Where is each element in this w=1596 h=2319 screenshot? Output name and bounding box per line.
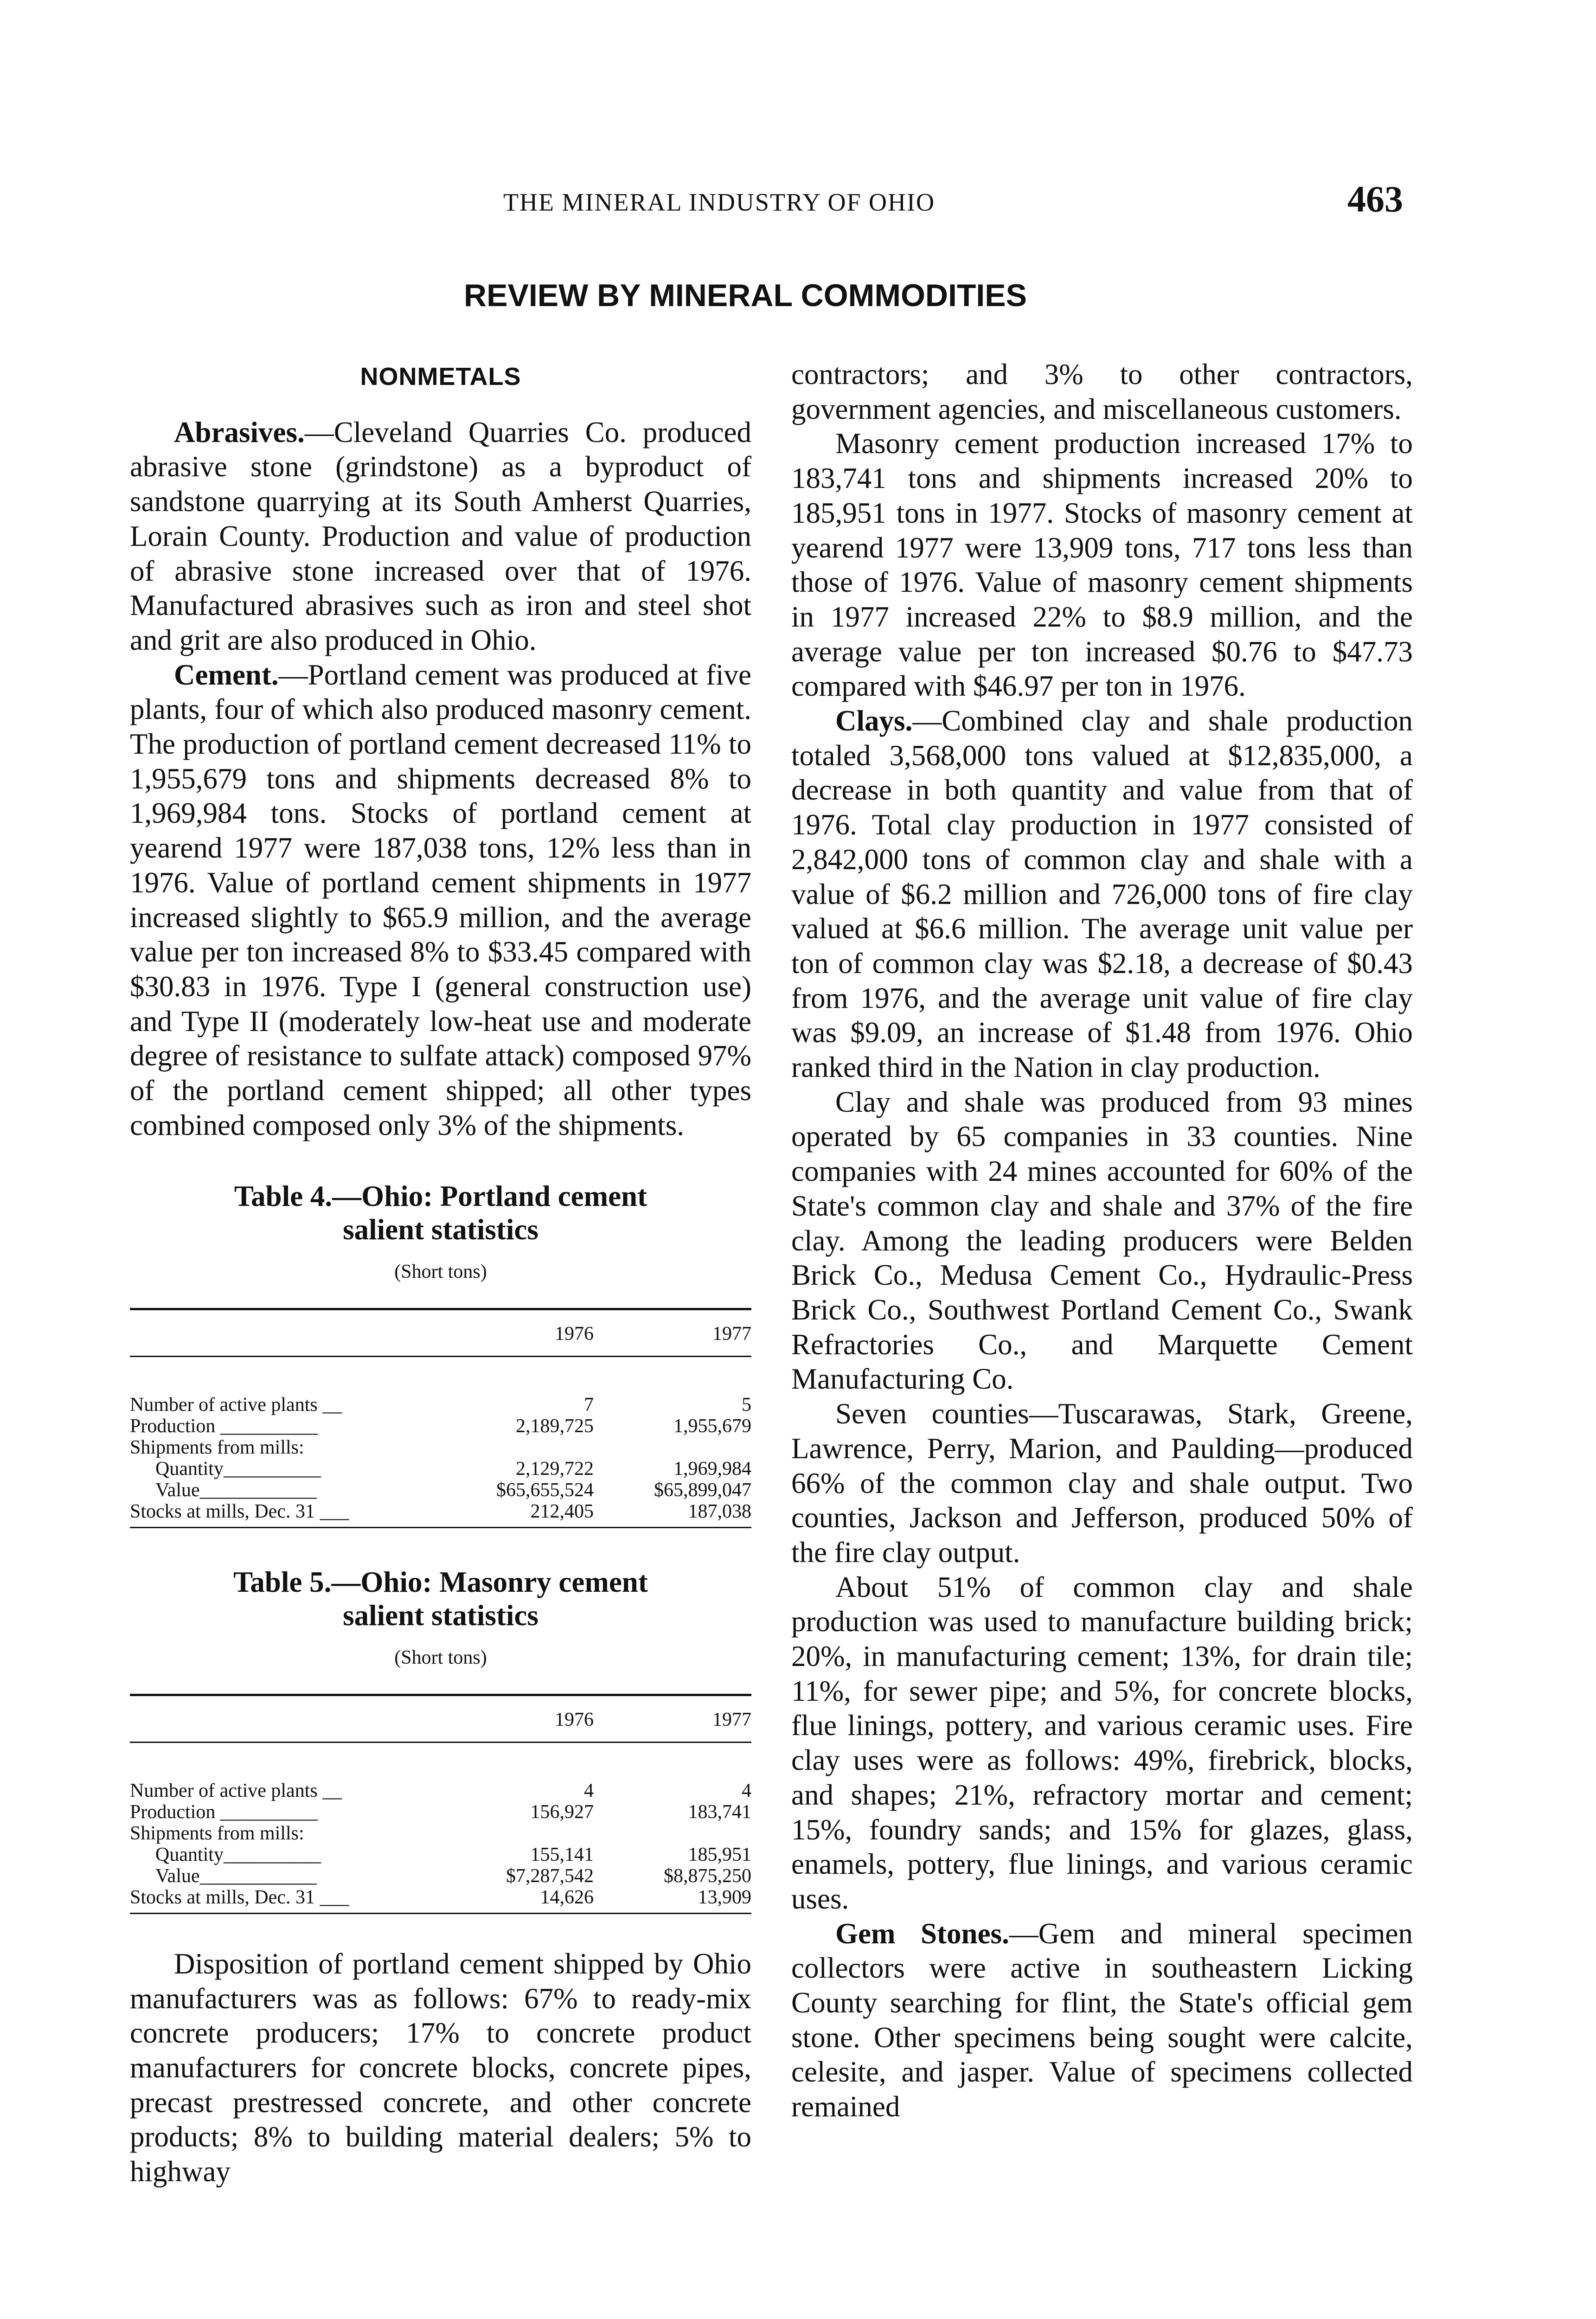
cell-1977: 1,955,679 (673, 1416, 751, 1437)
table-4-unit: (Short tons) (394, 1261, 487, 1283)
clay-mines-paragraph: Clay and shale was produced from 93 mines operated by 65 companies in 33 counties. Nine companies with 24 mines accounted for 60% of the State's common clay and shale and 37% of the fire clay. Among the leading producers were Belden Brick Co., Medusa Cement Co., Hydraulic-Press Brick Co., Southwest Portland Cement Co., Swank Refractories Co., and Marquette Cement Manufacturing Co. (791, 1085, 1413, 1396)
gem-stones-lead: Gem Stones. (835, 1917, 1009, 1950)
cell-1976: 2,189,725 (516, 1416, 594, 1437)
table-4-corner (130, 1309, 445, 1357)
cell-1976: 156,927 (530, 1801, 594, 1823)
table-5 (130, 1565, 751, 1914)
cell-1976: $7,287,542 (506, 1865, 594, 1887)
table-row (130, 1887, 751, 1914)
abrasives-paragraph (130, 415, 751, 658)
cell-1976: 155,141 (530, 1844, 594, 1865)
cement-paragraph (130, 658, 751, 1143)
table-row (130, 1480, 751, 1501)
table-5-col-1976: 1976 (445, 1695, 594, 1742)
cell-1976: 7 (584, 1394, 594, 1416)
table-5-corner (130, 1695, 445, 1742)
table-4 (130, 1179, 751, 1528)
row-label: Value____________ (155, 1865, 317, 1887)
running-head: THE MINERAL INDUSTRY OF OHIO (503, 188, 935, 216)
cell-1976: $65,655,524 (496, 1480, 594, 1501)
row-label: Stocks at mills, Dec. 31 ___ (130, 1501, 445, 1528)
section-title: REVIEW BY MINERAL COMMODITIES (464, 278, 1027, 313)
table-row (130, 1742, 751, 1801)
row-label: Shipments from mills: (130, 1822, 304, 1844)
nonmetals-subhead: NONMETALS (360, 363, 521, 391)
cell-1977: $65,899,047 (654, 1480, 751, 1501)
table-5-col-1977: 1977 (594, 1695, 751, 1742)
cell-1976: 4 (584, 1780, 594, 1801)
table-row (130, 1801, 751, 1823)
table-row (130, 1416, 751, 1437)
row-label: Production __________ (130, 1801, 318, 1823)
cell-1977: 1,969,984 (673, 1458, 751, 1480)
cell-1976: 2,129,722 (516, 1458, 594, 1480)
continuation-paragraph: contractors; and 3% to other contractors, government agencies, and miscellaneous customers. (791, 358, 1413, 425)
left-column (130, 352, 751, 2189)
cell-1976 (445, 1437, 594, 1458)
row-label: Quantity__________ (155, 1458, 321, 1480)
table-5-unit: (Short tons) (394, 1647, 487, 1669)
table-4-col-1977: 1977 (594, 1309, 751, 1357)
row-label: Number of active plants __ (130, 1780, 342, 1801)
row-label: Number of active plants __ (130, 1394, 342, 1416)
cell-1977 (594, 1823, 751, 1844)
table-4-grid (130, 1308, 751, 1528)
table-row (130, 1865, 751, 1887)
cell-1977: 183,741 (688, 1801, 751, 1823)
uses-paragraph: About 51% of common clay and shale production was used to manufacture building brick; 20%, in manufacturing cement; 13%, for drain tile; 11%, for sewer pipe; and 5%, for concrete blocks, flue linings, pottery, and various ceramic uses. Fire clay uses were as follows: 49%, firebrick, blocks, and shapes; 21%, refractory mortar and cement; 15%, foundry sands; and 15% for glazes, glass, enamels, pottery, flue linings, and various ceramic uses. (791, 1570, 1413, 1915)
table-4-title: Table 4.—Ohio: Portland cement salient statistics (234, 1180, 647, 1246)
abrasives-text: —Cleveland Quarries Co. produced abrasive stone (grindstone) as a byproduct of sandstone quarrying at its South Amherst Quarries, Lorain County. Production and value of production of abrasive stone increased over that of 1976. Manufactured abrasives such as iron and steel shot and grit are also produced in Ohio. (130, 416, 751, 656)
gem-stones-text: —Gem and mineral specimen collectors were active in southeastern Licking County searching for flint, the State's official gem stone. Other specimens being sought were calcite, celesite, and jasper. Value of specimens collected remained (791, 1917, 1413, 2123)
cell-1976: 212,405 (445, 1501, 594, 1528)
table-row (130, 1437, 751, 1458)
table-row (130, 1823, 751, 1844)
cell-1977: 13,909 (594, 1887, 751, 1914)
cell-1977: 5 (742, 1394, 751, 1416)
table-5-title: Table 5.—Ohio: Masonry cement salient statistics (233, 1566, 648, 1632)
abrasives-lead: Abrasives. (174, 416, 305, 448)
row-label: Shipments from mills: (130, 1437, 304, 1459)
table-row (130, 1501, 751, 1528)
page-number: 463 (1347, 179, 1403, 220)
table-row (130, 1844, 751, 1865)
gem-stones-paragraph (791, 1916, 1413, 2124)
cement-lead: Cement. (174, 658, 279, 691)
counties-paragraph: Seven counties—Tuscarawas, Stark, Greene, Lawrence, Perry, Marion, and Paulding—produced 66% of the common clay and shale output. Two counties, Jackson and Jefferson, produced 50% of the fire clay output. (791, 1397, 1413, 1569)
table-row (130, 1458, 751, 1480)
table-5-grid (130, 1694, 751, 1914)
cell-1976 (445, 1823, 594, 1844)
masonry-paragraph: Masonry cement production increased 17% to 183,741 tons and shipments increased 20% to 185,951 tons in 1977. Stocks of masonry cement at yearend 1977 were 13,909 tons, 717 tons less than those of 1976. Value of masonry cement shipments in 1977 increased 22% to $8.9 million, and the average value per ton increased $0.76 to $47.73 compared with $46.97 per ton in 1976. (791, 427, 1413, 703)
right-column (791, 357, 1413, 2124)
row-label: Value____________ (155, 1480, 317, 1501)
cell-1977: 187,038 (594, 1501, 751, 1528)
cell-1977: $8,875,250 (664, 1865, 751, 1887)
cement-text: —Portland cement was produced at five plants, four of which also produced masonry cement. The production of portland cement decreased 11% to 1,955,679 tons and shipments decreased 8% to 1,969,984 tons. Stocks of portland cement at yearend 1977 were 187,038 tons, 12% less than in 1976. Value of portland cement shipments in 1977 increased slightly to $65.9 million, and the average value per ton increased 8% to $33.45 compared with $30.83 in 1976. Type I (general construction use) and Type II (moderately low-heat use and moderate degree of resistance to sulfate attack) composed 97% of the portland cement shipped; all other types combined composed only 3% of the shipments. (130, 658, 751, 1141)
clays-text: —Combined clay and shale production totaled 3,568,000 tons valued at $12,835,000, a decrease in both quantity and value from that of 1976. Total clay production in 1977 consisted of 2,842,000 tons of common clay and shale with a value of $6.2 million and 726,000 tons of fire clay valued at $6.6 million. The average unit value per ton of common clay was $2.18, a decrease of $0.43 from 1976, and the average unit value of fire clay was $9.09, an increase of $1.48 from 1976. Ohio ranked third in the Nation in clay production. (791, 705, 1413, 1084)
row-label: Production __________ (130, 1416, 318, 1437)
table-row (130, 1357, 751, 1416)
cell-1976: 14,626 (445, 1887, 594, 1914)
clays-paragraph (791, 704, 1413, 1085)
disposition-paragraph: Disposition of portland cement shipped by Ohio manufacturers was as follows: 67% to ready-mix concrete producers; 17% to concrete product manufacturers for concrete blocks, concrete pipes, precast prestressed concrete, and other concrete products; 8% to building material dealers; 5% to highway (130, 1947, 751, 2188)
table-4-col-1976: 1976 (445, 1309, 594, 1357)
clays-lead: Clays. (835, 705, 913, 737)
row-label: Quantity__________ (155, 1844, 321, 1865)
cell-1977: 185,951 (688, 1844, 751, 1865)
cell-1977 (594, 1437, 751, 1458)
cell-1977: 4 (742, 1780, 751, 1801)
row-label: Stocks at mills, Dec. 31 ___ (130, 1887, 445, 1914)
